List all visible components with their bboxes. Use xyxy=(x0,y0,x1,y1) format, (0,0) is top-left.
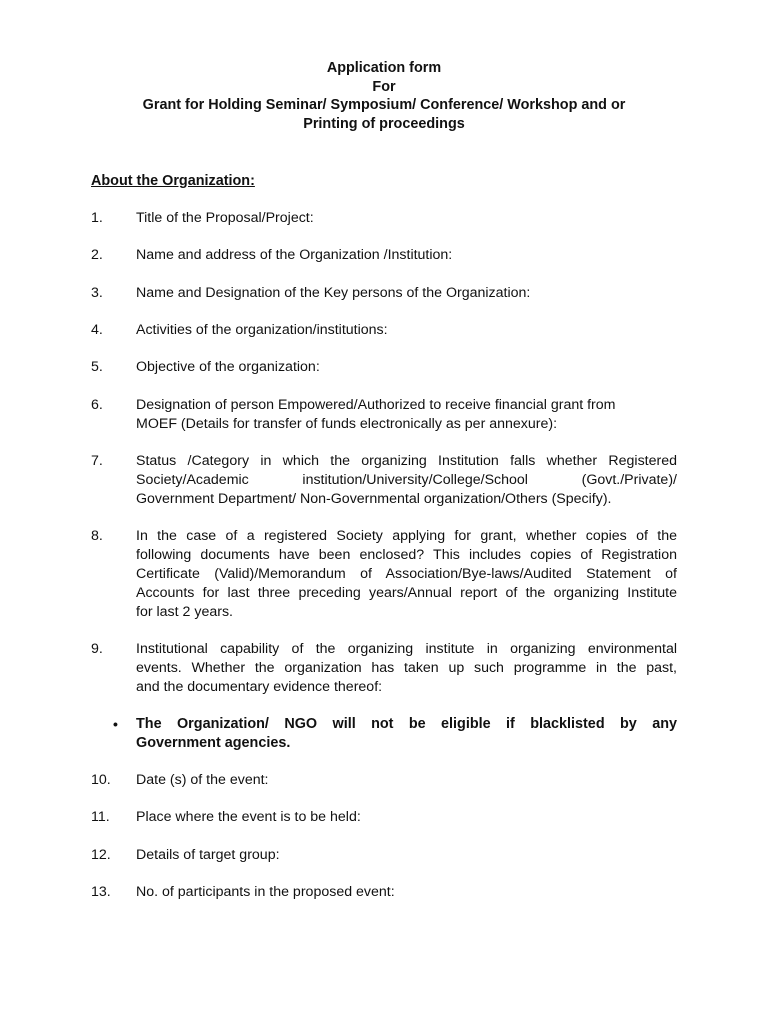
form-title xyxy=(0,59,768,133)
item-text-line: Certificate (Valid)/Memorandum of Association/Bye-laws/Audited Statement of xyxy=(136,566,677,582)
item-text-line: Government Department/ Non-Governmental organization/Others (Specify). xyxy=(136,491,612,507)
item-text: No. of participants in the proposed event: xyxy=(136,884,395,900)
title-line-1: Application form xyxy=(326,60,442,76)
item-text: Details of target group: xyxy=(136,847,280,863)
item-text-line: Institutional capability of the organizing institute in organizing environmental xyxy=(136,641,677,657)
item-text: Place where the event is to be held: xyxy=(136,809,361,825)
item-number: 10. xyxy=(91,772,111,788)
item-text-line: following documents have been enclosed? This includes copies of Registration xyxy=(136,547,677,563)
item-number: 12. xyxy=(91,847,111,863)
item-number: 13. xyxy=(91,884,111,900)
item-number: 7. xyxy=(91,453,103,469)
note-text-line: The Organization/ NGO will not be eligible if blacklisted by any xyxy=(136,716,677,732)
title-line-2: For xyxy=(372,78,396,95)
item-text: Activities of the organization/institutions: xyxy=(136,322,388,338)
item-number: 6. xyxy=(91,397,103,413)
item-number: 3. xyxy=(91,285,103,301)
item-number: 5. xyxy=(91,359,103,375)
item-text-line: In the case of a registered Society applying for grant, whether copies of the xyxy=(136,528,677,544)
item-number: 1. xyxy=(91,210,103,226)
item-text-line: Status /Category in which the organizing Institution falls whether Registered xyxy=(136,453,677,469)
item-number: 4. xyxy=(91,322,103,338)
item-text-line: and the documentary evidence thereof: xyxy=(136,679,383,695)
item-text-line: events. Whether the organization has taken up such programme in the past, xyxy=(136,660,677,676)
item-text-line: Accounts for last three preceding years/Annual report of the organizing Institute xyxy=(136,585,677,601)
item-number: 2. xyxy=(91,247,103,263)
item-number: 11. xyxy=(91,809,110,825)
bullet-icon: • xyxy=(113,716,118,732)
item-text-line: for last 2 years. xyxy=(136,604,233,620)
note-text-line: Government agencies. xyxy=(136,735,291,751)
item-text-line: MOEF (Details for transfer of funds electronically as per annexure): xyxy=(136,416,558,432)
item-text-line: Designation of person Empowered/Authorized to receive financial grant from xyxy=(136,397,616,413)
title-line-4: Printing of proceedings xyxy=(303,115,465,132)
item-text: Objective of the organization: xyxy=(136,359,320,375)
item-text: Title of the Proposal/Project: xyxy=(136,210,314,226)
item-text-line: Society/Academic institution/University/College/School (Govt./Private)/ xyxy=(136,472,677,488)
section-heading: About the Organization: xyxy=(91,173,255,189)
item-text: Date (s) of the event: xyxy=(136,772,269,788)
item-text: Name and address of the Organization /Institution: xyxy=(136,247,453,263)
item-number: 8. xyxy=(91,528,103,544)
item-number: 9. xyxy=(91,641,103,657)
item-text: Name and Designation of the Key persons of the Organization: xyxy=(136,285,531,301)
title-line-3: Grant for Holding Seminar/ Symposium/ Conference/ Workshop and or xyxy=(142,97,626,113)
